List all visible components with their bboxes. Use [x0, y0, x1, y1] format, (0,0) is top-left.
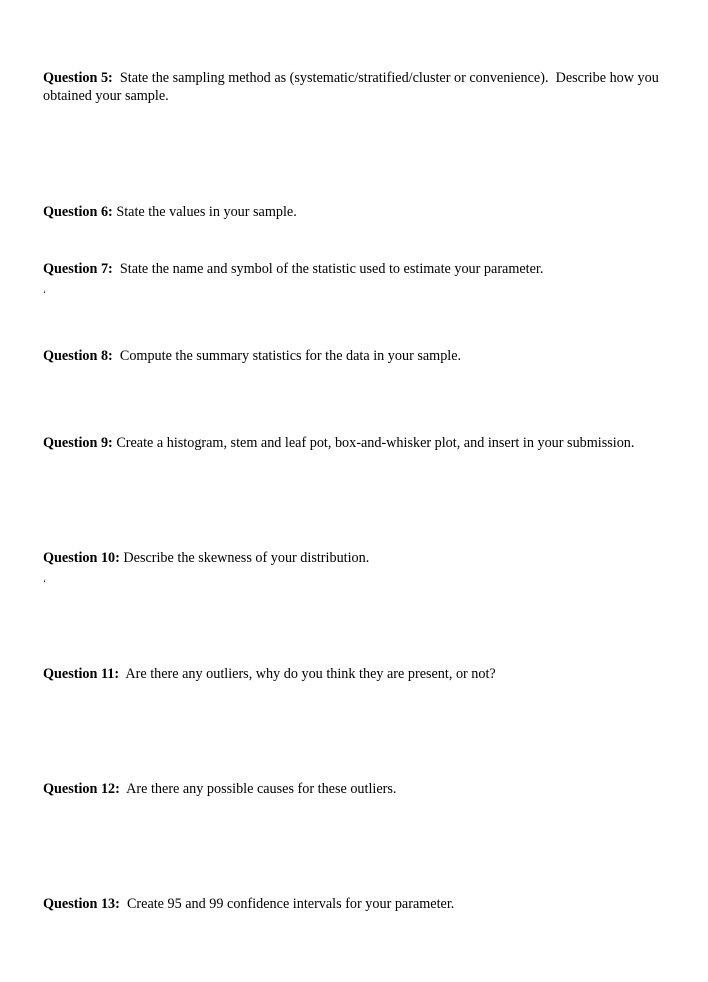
question-13-label: Question 13:	[43, 896, 120, 912]
question-9-text: Create a histogram, stem and leaf pot, box-and-whisker plot, and insert in your submission.	[112, 435, 635, 451]
question-11-text: Are there any outliers, why do you think they are present, or not?	[119, 666, 496, 682]
question-7-label: Question 7:	[43, 261, 113, 277]
question-9	[43, 434, 665, 452]
question-5	[43, 69, 665, 105]
question-6-text: State the values in your sample.	[112, 204, 297, 220]
question-12	[43, 780, 665, 798]
question-10-label: Question 10:	[43, 550, 120, 566]
question-7-text: State the name and symbol of the statistic used to estimate your parameter.	[112, 261, 544, 277]
question-13-text: Create 95 and 99 confidence intervals for your parameter.	[119, 896, 455, 912]
question-8-text: Compute the summary statistics for the data in your sample.	[112, 348, 462, 364]
question-10	[43, 549, 665, 567]
question-9-label: Question 9:	[43, 435, 113, 451]
question-11-label: Question 11:	[43, 666, 120, 682]
question-8	[43, 347, 665, 365]
question-5-text: State the sampling method as (systematic/stratified/cluster or convenience). Describe how you obtained your sample.	[43, 70, 663, 104]
stray-mark-1: ‘	[43, 289, 46, 299]
question-12-label: Question 12:	[43, 781, 120, 797]
question-7	[43, 260, 665, 278]
question-6-label: Question 6:	[43, 204, 113, 220]
question-12-text: Are there any possible causes for these outliers.	[119, 781, 397, 797]
question-11	[43, 665, 665, 683]
question-10-text: Describe the skewness of your distribution.	[119, 550, 370, 566]
question-13	[43, 895, 665, 913]
question-5-label: Question 5:	[43, 70, 113, 86]
question-6	[43, 203, 665, 221]
question-8-label: Question 8:	[43, 348, 113, 364]
stray-mark-2: ‘	[43, 578, 46, 588]
